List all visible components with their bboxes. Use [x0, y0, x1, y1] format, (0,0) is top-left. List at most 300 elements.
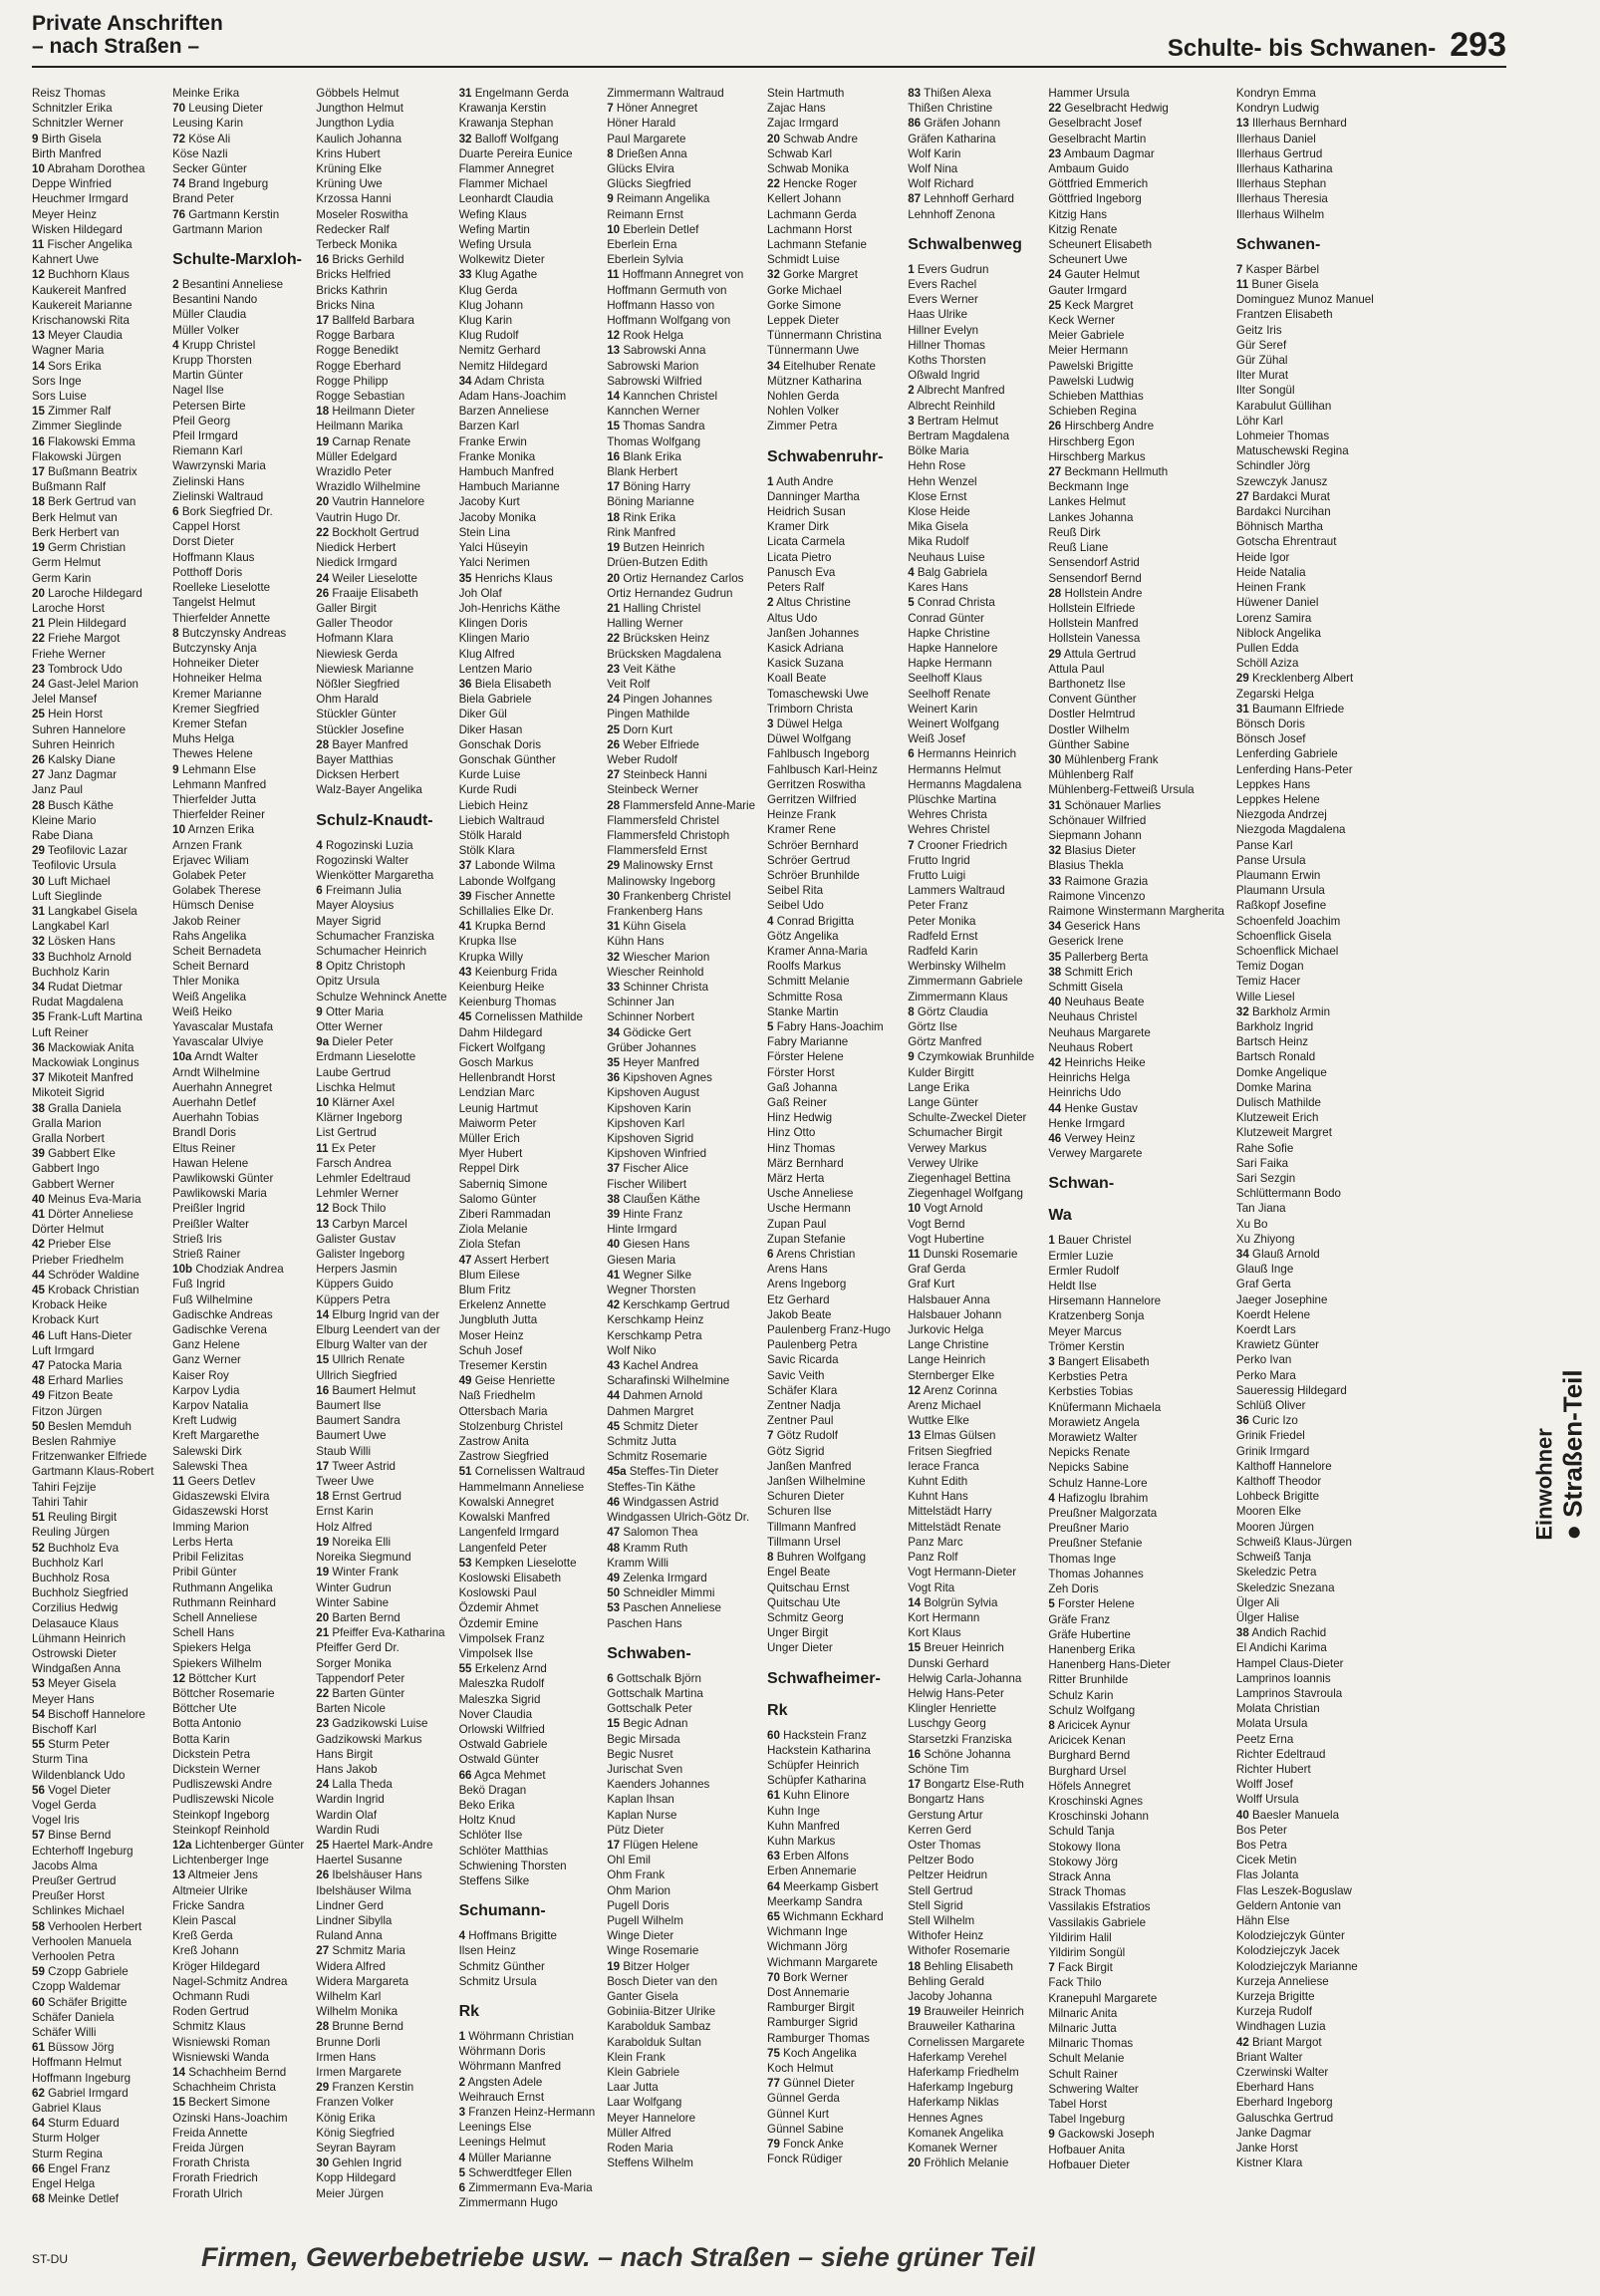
resident-entry: Peltzer Heidrun: [908, 1868, 988, 1882]
resident-entry: März Herta: [767, 1172, 825, 1186]
resident-entry: Dörter Helmut: [32, 1223, 105, 1237]
resident-entry: 44 Dahmen Arnold: [607, 1389, 703, 1403]
resident-entry: Vimpolsek Franz: [458, 1631, 545, 1645]
resident-entry: Klein Frank: [607, 2050, 666, 2064]
header-rule: [32, 66, 1506, 68]
resident-entry: Ostwald Gabriele: [458, 1738, 548, 1752]
resident-entry: Klutzeweit Margret: [1235, 1126, 1332, 1140]
resident-entry: Barzen Anneliese: [458, 405, 549, 419]
resident-entry: Czopp Waldemar: [32, 1980, 122, 1994]
resident-entry: 29 Teofilovic Lazar: [32, 844, 128, 858]
resident-entry: Knüfermann Michaela: [1048, 1400, 1162, 1414]
resident-entry: 60 Hackstein Franz: [767, 1728, 867, 1742]
resident-entry: Bosch Dieter van den: [607, 1974, 718, 1988]
resident-entry: 75 Koch Angelika: [767, 2046, 857, 2060]
resident-entry: 36 Kipshoven Agnes: [607, 1071, 712, 1085]
resident-entry: 32 Gorke Margret: [767, 268, 858, 282]
resident-entry: Hinz Otto: [767, 1126, 816, 1140]
resident-entry: Panz Marc: [908, 1535, 963, 1549]
resident-entry: Briant Walter: [1235, 2050, 1303, 2064]
resident-entry: Fricke Sandra: [172, 1898, 245, 1912]
resident-entry: Peltzer Bodo: [908, 1854, 974, 1867]
resident-entry: 47 Salomon Thea: [607, 1526, 698, 1540]
resident-entry: 13 Altmeier Jens: [172, 1868, 258, 1882]
resident-entry: Rogozinski Walter: [316, 853, 409, 867]
resident-entry: Plüschke Martina: [908, 792, 997, 806]
resident-entry: Wefing Martin: [458, 222, 530, 236]
resident-entry: Orlowski Wilfried: [458, 1722, 545, 1736]
resident-entry: Erben Annemarie: [767, 1865, 857, 1878]
resident-entry: Frorath Ulrich: [172, 2186, 243, 2200]
resident-entry: 42 Prieber Else: [32, 1238, 112, 1252]
resident-entry: Salomo Günter: [458, 1192, 537, 1206]
resident-entry: Perko Mara: [1235, 1368, 1296, 1382]
resident-entry: Freida Jürgen: [172, 2142, 244, 2155]
resident-entry: Arens Ingeborg: [767, 1278, 847, 1292]
resident-entry: Illerhaus Theresia: [1235, 192, 1328, 206]
resident-entry: Ziberi Rammadan: [458, 1208, 551, 1222]
resident-entry: Kaukereit Marianne: [32, 298, 133, 312]
resident-entry: Flammer Michael: [458, 177, 548, 191]
resident-entry: Wichmann Inge: [767, 1925, 848, 1939]
resident-entry: Hollstein Elfriede: [1048, 601, 1136, 615]
resident-entry: Zimmer Petra: [767, 420, 838, 433]
resident-entry: Jakob Reiner: [172, 914, 241, 928]
resident-entry: 29 Malinowsky Ernst: [607, 859, 713, 873]
resident-entry: Spiekers Wilhelm: [172, 1656, 262, 1670]
resident-entry: Usche Hermann: [767, 1202, 851, 1216]
resident-entry: Schwab Monika: [767, 162, 849, 176]
resident-entry: Zimmermann Klaus: [908, 990, 1008, 1004]
resident-entry: 22 Geselbracht Hedwig: [1048, 102, 1169, 116]
resident-entry: Ziegenhagel Wolfgang: [908, 1187, 1024, 1201]
resident-entry: Kerschkamp Heinz: [607, 1313, 704, 1327]
resident-entry: Szewczyk Janusz: [1235, 474, 1328, 488]
resident-entry: 33 Schinner Christa: [607, 980, 709, 994]
resident-entry: Gabriel Klaus: [32, 2102, 102, 2116]
resident-entry: 18 Ernst Gertrud: [316, 1490, 402, 1504]
resident-entry: 9 Reimann Angelika: [607, 192, 710, 206]
resident-entry: 9 Birth Gisela: [32, 132, 102, 145]
resident-entry: Ierace Franca: [908, 1459, 979, 1473]
resident-entry: 17 Flügen Helene: [607, 1838, 698, 1852]
resident-entry: Ottersbach Maria: [458, 1404, 548, 1418]
resident-entry: Flas Jolanta: [1235, 1868, 1299, 1882]
resident-entry: Peetz Erna: [1235, 1732, 1294, 1746]
resident-entry: Geldern Antonie van: [1235, 1898, 1341, 1912]
resident-entry: Janz Paul: [32, 783, 83, 797]
resident-entry: Wrazidlo Wilhelmine: [316, 480, 421, 494]
resident-entry: Beckmann Inge: [1048, 480, 1129, 494]
resident-entry: 47 Patocka Maria: [32, 1359, 123, 1373]
resident-entry: Ramburger Birgit: [767, 2001, 855, 2015]
resident-entry: 13 Meyer Claudia: [32, 329, 123, 343]
resident-entry: 1 Bauer Christel: [1048, 1234, 1132, 1248]
resident-entry: Heide Natalia: [1235, 565, 1306, 579]
resident-entry: 25 Hein Horst: [32, 708, 103, 721]
street-heading: Schwan-: [1048, 1175, 1115, 1193]
resident-entry: Dominguez Munoz Manuel: [1235, 293, 1374, 307]
resident-entry: Raßkopf Josefine: [1235, 899, 1327, 913]
resident-entry: Jungbluth Jutta: [458, 1313, 538, 1327]
resident-entry: Gerstung Artur: [908, 1808, 983, 1822]
resident-entry: 38 Andich Rachid: [1235, 1626, 1327, 1640]
resident-entry: Echterhoff Ingeburg: [32, 1844, 133, 1858]
resident-entry: Zimmermann Hugo: [458, 2196, 558, 2210]
resident-entry: Hehn Rose: [908, 459, 966, 473]
resident-entry: Starsetzki Franziska: [908, 1732, 1012, 1746]
resident-entry: Spiekers Helga: [172, 1641, 251, 1655]
resident-entry: Scheit Bernadeta: [172, 944, 262, 958]
resident-entry: Wisken Hildegard: [32, 222, 123, 236]
resident-entry: Kaplan Nurse: [607, 1808, 677, 1822]
resident-entry: Ruthmann Angelika: [172, 1580, 273, 1594]
resident-entry: Geitz Iris: [1235, 323, 1282, 337]
resident-entry: Kulder Birgitt: [908, 1065, 974, 1079]
resident-entry: Zupan Paul: [767, 1217, 827, 1231]
resident-entry: Zegarski Helga: [1235, 687, 1314, 701]
resident-entry: Holz Alfred: [316, 1520, 373, 1534]
resident-entry: Krupka Willy: [458, 950, 523, 964]
resident-entry: Hümsch Denise: [172, 899, 254, 913]
resident-entry: Sensendorf Astrid: [1048, 556, 1140, 570]
resident-entry: Müller Edelgard: [316, 449, 398, 463]
resident-entry: Adam Hans-Joachim: [458, 390, 567, 404]
resident-entry: Sturm Holger: [32, 2132, 101, 2146]
resident-entry: Gadischke Verena: [172, 1323, 267, 1337]
resident-entry: Rabe Diana: [32, 828, 94, 842]
resident-entry: 21 Plein Hildegard: [32, 617, 127, 631]
resident-entry: Gonschak Doris: [458, 737, 542, 751]
resident-entry: Wichmann Jörg: [767, 1940, 848, 1954]
resident-entry: 22 Bockholt Gertrud: [316, 525, 419, 539]
resident-entry: Leunig Hartmut: [458, 1101, 538, 1115]
resident-entry: Albrecht Reinhild: [908, 399, 995, 413]
page-footer: [32, 2238, 1506, 2278]
resident-entry: Tappendorf Peter: [316, 1671, 405, 1685]
resident-entry: Glücks Elvira: [607, 162, 674, 176]
resident-entry: 38 Schmitt Erich: [1048, 965, 1133, 979]
resident-entry: 24 Gauter Helmut: [1048, 268, 1140, 282]
resident-entry: Lange Erika: [908, 1080, 970, 1094]
resident-entry: 2 Besantini Anneliese: [172, 278, 284, 292]
resident-entry: Niedick Herbert: [316, 541, 397, 555]
resident-entry: Klug Rudolf: [458, 329, 519, 343]
resident-entry: Kramer Anna-Maria: [767, 944, 868, 958]
resident-entry: Bönsch Josef: [1235, 732, 1306, 746]
resident-entry: Lohbeck Brigitte: [1235, 1490, 1320, 1504]
resident-entry: 23 Ambaum Dagmar: [1048, 146, 1155, 160]
resident-entry: Lange Heinrich: [908, 1353, 986, 1367]
resident-entry: Wolf Niko: [607, 1343, 657, 1357]
resident-entry: 21 Pfeiffer Eva-Katharina: [316, 1626, 445, 1640]
resident-entry: Kaiser Roy: [172, 1368, 229, 1382]
resident-entry: Schinner Jan: [607, 996, 674, 1009]
resident-entry: Pfeil Georg: [172, 414, 231, 428]
resident-entry: 7 Götz Rudolf: [767, 1429, 838, 1443]
resident-entry: Ganz Helene: [172, 1338, 240, 1352]
resident-entry: Hinz Thomas: [767, 1141, 836, 1155]
resident-entry: 5 Schwerdtfeger Ellen: [458, 2165, 572, 2179]
resident-entry: Kares Hans: [908, 581, 968, 595]
resident-entry: Hinte Irmgard: [607, 1223, 677, 1237]
resident-entry: Flakowski Jürgen: [32, 449, 122, 463]
resident-entry: Riemann Karl: [172, 444, 243, 458]
resident-entry: Janßen Wilhelmine: [767, 1475, 866, 1489]
resident-entry: Schoenflick Michael: [1235, 944, 1339, 958]
resident-entry: Gerritzen Wilfried: [767, 792, 857, 806]
resident-entry: 4 Rogozinski Luzia: [316, 838, 413, 852]
resident-entry: Lamprinos Stavroula: [1235, 1686, 1343, 1700]
resident-entry: 41 Wegner Silke: [607, 1268, 692, 1282]
resident-entry: Meyer Hans: [32, 1692, 95, 1706]
resident-entry: Kopp Hildegard: [316, 2171, 397, 2185]
resident-entry: 38 Gralla Daniela: [32, 1101, 122, 1115]
resident-entry: Hoffmann Germuth von: [607, 283, 727, 297]
resident-entry: März Bernhard: [767, 1156, 844, 1170]
resident-entry: 43 Keienburg Frida: [458, 965, 558, 979]
resident-entry: Cappel Horst: [172, 520, 240, 534]
resident-entry: Unger Dieter: [767, 1641, 833, 1655]
resident-entry: 8 Görtz Claudia: [908, 1004, 988, 1018]
resident-entry: Nohlen Volker: [767, 405, 840, 419]
resident-entry: Burghard Ursel: [1048, 1764, 1127, 1778]
resident-entry: Galuschka Gertrud: [1235, 2111, 1334, 2125]
resident-entry: Kramer Dirk: [767, 520, 829, 534]
resident-entry: Dorst Dieter: [172, 535, 235, 549]
resident-entry: Schlöter Ilse: [458, 1829, 523, 1843]
resident-entry: 34 Adam Christa: [458, 374, 545, 388]
resident-entry: Deppe Winfried: [32, 177, 112, 191]
resident-entry: Elburg Leendert van der: [316, 1323, 440, 1337]
resident-entry: 3 Düwel Helga: [767, 717, 843, 730]
resident-entry: Roden Gertrud: [172, 2005, 249, 2019]
resident-entry: Schöll Aziza: [1235, 657, 1299, 671]
resident-entry: 7 Höner Annegret: [607, 102, 698, 116]
resident-entry: Withofer Heinz: [908, 1929, 984, 1943]
resident-entry: Komanek Angelika: [908, 2126, 1004, 2140]
resident-entry: Kowalski Annegret: [458, 1495, 554, 1509]
resident-entry: Dostler Wilhelm: [1048, 722, 1130, 736]
resident-entry: Tillmann Manfred: [767, 1520, 857, 1534]
resident-entry: Kröger Hildegard: [172, 1959, 260, 1973]
resident-entry: Tangelst Helmut: [172, 596, 256, 610]
resident-entry: Helwig Carla-Johanna: [908, 1671, 1022, 1685]
resident-entry: Walz-Bayer Angelika: [316, 783, 422, 797]
resident-entry: Hoffmann Hasso von: [607, 298, 715, 312]
resident-entry: König Erika: [316, 2111, 376, 2125]
resident-entry: 45 Kroback Christian: [32, 1284, 139, 1297]
resident-entry: Frantzen Elisabeth: [1235, 308, 1333, 322]
resident-entry: Galister Gustav: [316, 1232, 397, 1246]
resident-entry: 24 Weiler Lieselotte: [316, 571, 417, 585]
resident-entry: Ohm Frank: [607, 1868, 666, 1882]
resident-entry: Arenz Michael: [908, 1399, 981, 1413]
resident-entry: Helwig Hans-Peter: [908, 1686, 1004, 1700]
resident-entry: Milnaric Anita: [1048, 2006, 1118, 2020]
resident-entry: 26 Weber Elfriede: [607, 737, 699, 751]
resident-entry: Jacoby Monika: [458, 510, 536, 524]
resident-entry: Raimone Vincenzo: [1048, 889, 1146, 903]
resident-entry: Vassilakis Gabriele: [1048, 1915, 1147, 1929]
resident-entry: Xu Zhiyong: [1235, 1232, 1295, 1246]
resident-entry: Hapke Hannelore: [908, 641, 998, 655]
resident-entry: Gerritzen Roswitha: [767, 777, 866, 791]
resident-entry: Teofilovic Ursula: [32, 859, 117, 873]
resident-entry: Thomas Johannes: [1048, 1567, 1144, 1580]
resident-entry: Begic Nusret: [607, 1747, 673, 1761]
resident-entry: Preußner Malgorzata: [1048, 1507, 1158, 1521]
street-heading: Rk: [458, 2002, 480, 2020]
resident-entry: Hambuch Manfred: [458, 465, 554, 479]
resident-entry: Danninger Martha: [767, 489, 860, 503]
resident-entry: Kistner Klara: [1235, 2156, 1303, 2170]
resident-entry: Panz Rolf: [908, 1551, 958, 1565]
resident-entry: Kalthoff Theodor: [1235, 1475, 1322, 1489]
resident-entry: Schieben Regina: [1048, 405, 1137, 419]
resident-entry: 13 Carbyn Marcel: [316, 1217, 407, 1231]
resident-entry: Klingler Henriette: [908, 1702, 997, 1716]
resident-entry: 18 Berk Gertrud van: [32, 495, 136, 509]
resident-entry: Höner Harald: [607, 117, 676, 131]
resident-entry: Winge Dieter: [607, 1929, 674, 1943]
resident-entry: 25 Dorn Kurt: [607, 722, 672, 736]
resident-entry: Lammers Waltraud: [908, 884, 1005, 898]
resident-entry: Holtz Knud: [458, 1814, 516, 1828]
resident-entry: Ernst Karin: [316, 1505, 374, 1519]
resident-entry: Kolodziejczyk Jacek: [1235, 1944, 1340, 1958]
resident-entry: Ilter Songül: [1235, 384, 1295, 398]
resident-entry: Stölk Harald: [458, 828, 522, 842]
resident-entry: Kramer Rene: [767, 823, 836, 837]
resident-entry: Krins Hubert: [316, 146, 381, 160]
resident-entry: Ohl Emil: [607, 1854, 651, 1867]
resident-entry: Janke Horst: [1235, 2142, 1298, 2155]
resident-entry: Preußer Gertrud: [32, 1873, 117, 1887]
resident-entry: Auerhahn Detlef: [172, 1096, 256, 1109]
resident-entry: 19 Brauweiler Heinrich: [908, 2005, 1024, 2019]
resident-entry: Kuhn Manfred: [767, 1819, 840, 1833]
resident-entry: Berk Herbert van: [32, 525, 120, 539]
resident-entry: Lohmeier Thomas: [1235, 430, 1330, 443]
resident-entry: 18 Rink Erika: [607, 510, 676, 524]
resident-entry: Wardin Rudi: [316, 1823, 380, 1837]
resident-entry: Botta Antonio: [172, 1717, 242, 1731]
resident-entry: Sturm Regina: [32, 2147, 103, 2160]
resident-entry: Stokowy Jörg: [1048, 1855, 1118, 1868]
resident-entry: Scheunert Elisabeth: [1048, 238, 1153, 252]
resident-entry: Ramburger Sigrid: [767, 2016, 858, 2030]
resident-entry: Stückler Günter: [316, 708, 397, 721]
resident-entry: Gür Seref: [1235, 338, 1287, 352]
resident-entry: 28 Busch Käthe: [32, 798, 114, 812]
resident-entry: Bußmann Ralf: [32, 480, 107, 494]
resident-entry: Jurischat Sven: [607, 1762, 683, 1776]
resident-entry: Skeledzic Petra: [1235, 1566, 1317, 1579]
side-tab-line2: ● Straßen-Teil: [1557, 1369, 1588, 1541]
resident-entry: Thißen Christine: [908, 102, 993, 116]
resident-entry: Kalthoff Hannelore: [1235, 1459, 1332, 1473]
resident-entry: Peter Franz: [908, 899, 968, 913]
resident-entry: Hohneiker Helma: [172, 672, 262, 686]
resident-entry: 25 Keck Margret: [1048, 298, 1134, 312]
resident-entry: Rogge Eberhard: [316, 359, 401, 373]
resident-entry: Unger Birgit: [767, 1626, 829, 1640]
street-heading: Schulz-Knaudt-: [316, 811, 433, 829]
resident-entry: 62 Gabriel Irmgard: [32, 2086, 129, 2100]
resident-entry: 46 Luft Hans-Dieter: [32, 1328, 133, 1342]
resident-entry: Wille Liesel: [1235, 990, 1295, 1004]
resident-entry: 20 Barten Bernd: [316, 1610, 400, 1624]
resident-entry: 19 Noreika Elli: [316, 1535, 392, 1549]
resident-entry: 59 Czopp Gabriele: [32, 1965, 129, 1979]
resident-entry: 20 Laroche Hildegard: [32, 586, 142, 600]
resident-entry: Wawrzynski Maria: [172, 459, 266, 473]
resident-entry: Kaulich Johanna: [316, 132, 402, 145]
resident-entry: Klingen Mario: [458, 632, 530, 646]
resident-entry: 44 Henke Gustav: [1048, 1101, 1138, 1115]
resident-entry: Licata Carmela: [767, 535, 846, 549]
resident-entry: Özdemir Ahmet: [458, 1601, 539, 1615]
resident-entry: 22 Friehe Margot: [32, 632, 121, 646]
resident-entry: Barzen Karl: [458, 420, 520, 433]
resident-entry: Kurzeja Brigitte: [1235, 1989, 1315, 2003]
resident-entry: Strack Thomas: [1048, 1885, 1127, 1899]
resident-entry: Withofer Rosemarie: [908, 1944, 1010, 1958]
resident-entry: Schell Anneliese: [172, 1610, 258, 1624]
resident-entry: Bischoff Karl: [32, 1722, 97, 1736]
resident-entry: Evers Rachel: [908, 278, 977, 292]
street-heading: Schwalbenweg: [908, 235, 1022, 253]
resident-entry: Heinrichs Helga: [1048, 1071, 1131, 1085]
resident-entry: Tahiri Tahir: [32, 1495, 88, 1509]
resident-entry: Leppek Dieter: [767, 314, 840, 328]
resident-entry: Hanenberg Erika: [1048, 1642, 1136, 1656]
resident-entry: Wildenblanck Udo: [32, 1768, 126, 1782]
resident-entry: Kuhnt Edith: [908, 1475, 968, 1489]
resident-entry: 35 Heyer Manfred: [607, 1056, 699, 1069]
resident-entry: Hampel Claus-Dieter: [1235, 1656, 1344, 1670]
resident-entry: Hoffmann Ingeburg: [32, 2071, 132, 2085]
resident-entry: Plaumann Erwin: [1235, 868, 1321, 882]
resident-entry: 70 Leusing Dieter: [172, 102, 264, 116]
resident-entry: Kranepuhl Margarete: [1048, 1991, 1158, 2005]
resident-entry: Müller Erich: [458, 1132, 520, 1146]
resident-entry: Wilhelm Monika: [316, 2005, 399, 2019]
resident-entry: Hillner Thomas: [908, 338, 985, 352]
resident-entry: Windgaßen Anna: [32, 1662, 121, 1676]
resident-entry: Keienburg Heike: [458, 980, 545, 994]
resident-entry: Auerhahn Annegret: [172, 1080, 273, 1094]
resident-entry: 9 Gackowski Joseph: [1048, 2128, 1155, 2142]
resident-entry: Pudliszewski Andre: [172, 1778, 273, 1792]
resident-entry: 20 Ortiz Hernandez Carlos: [607, 571, 744, 585]
resident-entry: Neuhaus Luise: [908, 550, 985, 564]
resident-entry: Galler Theodor: [316, 617, 394, 631]
resident-entry: Fahlbusch Karl-Heinz: [767, 762, 878, 776]
resident-entry: Arnzen Frank: [172, 838, 242, 852]
resident-entry: Schlinkes Michael: [32, 1904, 125, 1918]
resident-entry: Leenings Else: [458, 2121, 532, 2135]
resident-entry: Halsbauer Johann: [908, 1307, 1002, 1321]
resident-entry: Wisniewski Roman: [172, 2035, 271, 2049]
resident-entry: 7 Crooner Friedrich: [908, 838, 1008, 852]
resident-entry: Hillner Evelyn: [908, 323, 979, 337]
resident-entry: Buchholz Karl: [32, 1556, 104, 1570]
resident-entry: Richter Hubert: [1235, 1762, 1311, 1776]
resident-entry: Illerhaus Wilhelm: [1235, 207, 1325, 221]
resident-entry: Haferkamp Ingeburg: [908, 2081, 1013, 2095]
